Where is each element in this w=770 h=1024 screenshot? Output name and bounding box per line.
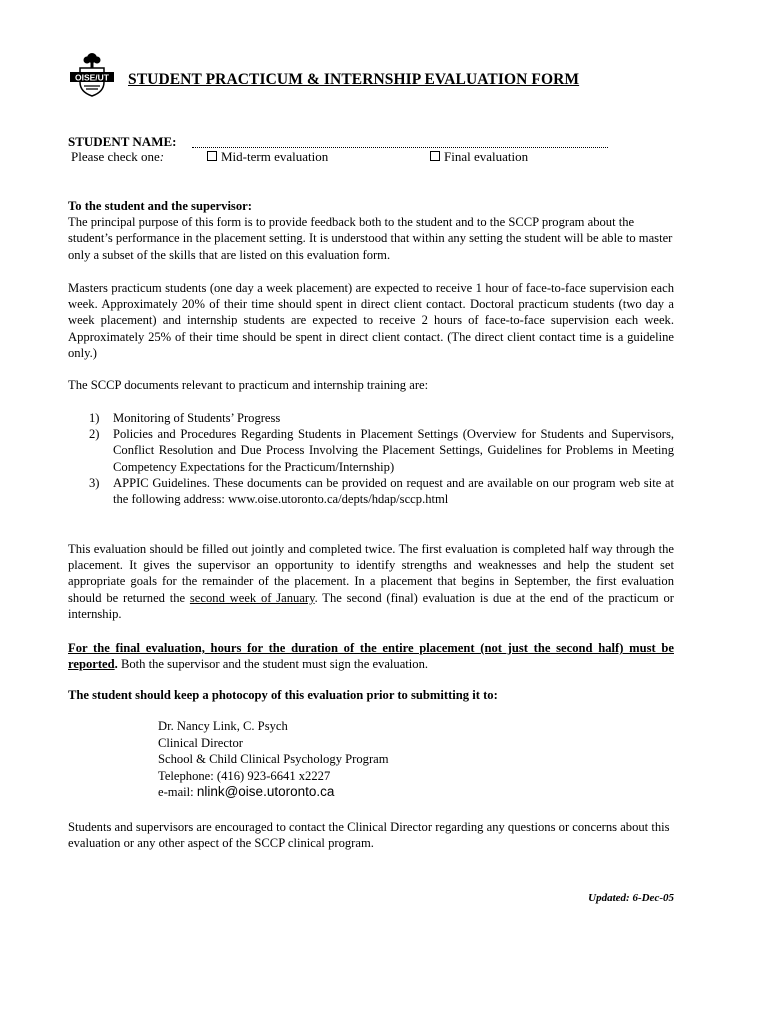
list-item (89, 426, 674, 475)
updated-date: Updated: 6-Dec-05 (588, 892, 674, 904)
intro-paragraph-1: The principal purpose of this form is to provide feedback both to the student and to the SCCP program about the student’s performance in the placement setting. It is understood that within any setting the student will be able to master only a subset of the skills that are listed on this evaluation form. (68, 215, 673, 262)
list-item-text: APPIC Guidelines. These documents can be provided on request and are available on our program web site at the following address: www.oise.utoronto.ca/depts/hdap/sccp.html (113, 475, 674, 507)
final-evaluation-note (68, 640, 674, 672)
list-item (89, 410, 674, 426)
logo-text: OISE/UT (74, 72, 110, 83)
supervision-paragraph: Masters practicum students (one day a week placement) are expected to receive 1 hour of face-to-face supervision each week. Approximately 20% of their time should spent in direct client contact. Doctoral practicum students (two day a week placement) and internship students are expected to receive 2 hours of face-to-face supervision each week. Approximately 25% of their time should be spent in direct client contact. (The direct client contact time is a guideline only.) (68, 281, 674, 360)
page-title: STUDENT PRACTICUM & INTERNSHIP EVALUATION FORM (128, 71, 580, 88)
contact-telephone: Telephone: (416) 923-6641 x2227 (158, 768, 331, 783)
closing-paragraph: Students and supervisors are encouraged to contact the Clinical Director regarding any questions or concerns about this evaluation or any other aspect of the SCCP clinical program. (68, 820, 670, 851)
midterm-checkbox[interactable] (207, 151, 217, 161)
contact-role: Clinical Director (158, 735, 243, 750)
check-one-prefix: Please check one (71, 149, 160, 164)
contact-email-link[interactable]: nlink@oise.utoronto.ca (196, 784, 335, 800)
contact-email-line (158, 784, 389, 801)
list-item-number: 3) (89, 475, 100, 490)
evaluation-text-before: This evaluation should be filled out jointly and completed twice. The first evaluation is completed half way through the placement. It gives the supervisor an opportunity to identify strengths and weaknesses and help the student set appropriate goals for the remainder of the placement. In a placement that begins in September, the first evaluation should be returned the (68, 542, 674, 605)
evaluation-paragraph (68, 541, 674, 622)
list-item-number: 1) (89, 411, 100, 425)
list-item-number: 2) (89, 427, 100, 442)
final-note-rest: Both the supervisor and the student must sign the evaluation. (117, 657, 429, 672)
final-label: Final evaluation (444, 149, 529, 164)
student-name-label: STUDENT NAME: (68, 134, 177, 149)
student-name-field[interactable] (192, 147, 608, 148)
contact-email-label: e-mail: (158, 785, 197, 800)
contact-name: Dr. Nancy Link, C. Psych (158, 719, 288, 733)
list-item-text: Policies and Procedures Regarding Students in Placement Settings (Overview for Students and Supervisors, Conflict Resolution and Due Process Involving the Placement Settings, Guidelines for Problems in Meeting Competency Expectations for the Practicum/Internship) (113, 427, 674, 474)
documents-intro: The SCCP documents relevant to practicum and internship training are: (68, 378, 429, 392)
list-item-text: Monitoring of Students’ Progress (113, 411, 281, 425)
final-option[interactable] (430, 149, 528, 165)
evaluation-text-after: . The second (final) evaluation is due at the end of the practicum or internship. (68, 590, 674, 621)
final-note-emphasis: For the final evaluation, hours for the duration of the entire placement (not just the second half) must be reported (68, 641, 674, 672)
documents-list (89, 410, 674, 507)
contact-block (158, 718, 389, 801)
check-one-colon: : (159, 149, 165, 164)
photocopy-note: The student should keep a photocopy of this evaluation prior to submitting it to: (68, 688, 498, 702)
midterm-option[interactable] (207, 149, 328, 165)
final-note-period: . (114, 657, 118, 672)
evaluation-deadline: second week of January (189, 590, 315, 605)
check-one-label (71, 149, 164, 165)
contact-program: School & Child Clinical Psychology Program (158, 752, 389, 767)
intro-section (68, 198, 674, 263)
oise-logo (70, 50, 114, 98)
final-checkbox[interactable] (430, 151, 440, 161)
intro-heading: To the student and the supervisor: (68, 199, 252, 213)
list-item (89, 475, 674, 507)
midterm-label: Mid-term evaluation (221, 149, 329, 164)
